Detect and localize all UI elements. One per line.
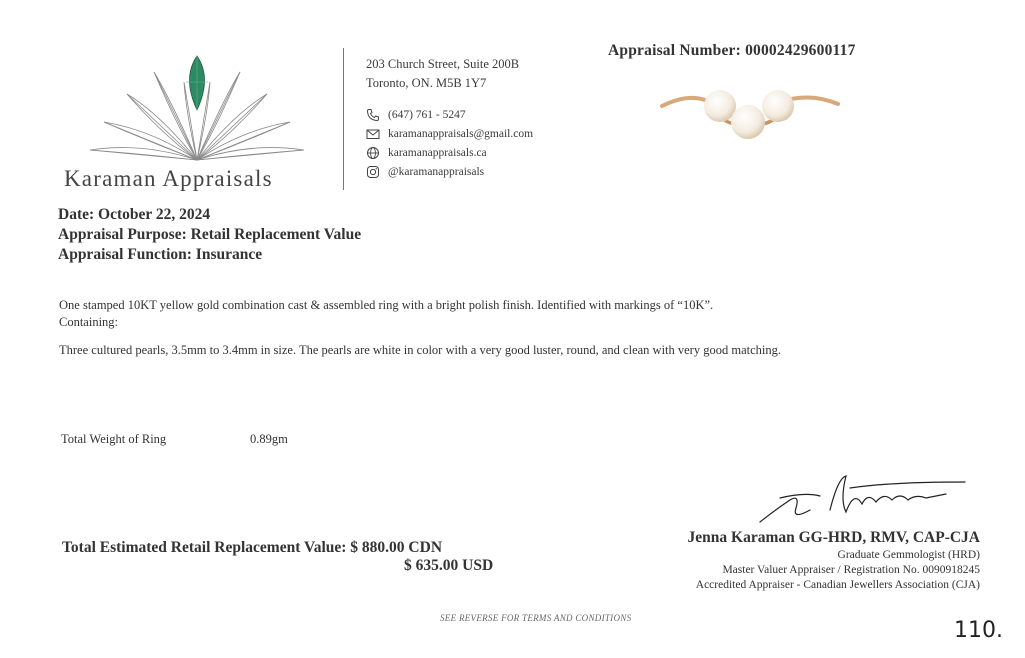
appraiser-title-2: Master Valuer Appraiser / Registration No. 0090918245: [722, 564, 980, 576]
globe-icon: [366, 146, 380, 160]
weight-value: 0.89gm: [250, 432, 288, 446]
email-address[interactable]: karamanappraisals@gmail.com: [388, 127, 534, 140]
page-number: 110.: [954, 618, 1003, 643]
instagram-row: [366, 162, 533, 181]
email-row: [366, 124, 533, 143]
brand-logo: [62, 42, 332, 192]
brand-name: Karaman Appraisals: [64, 166, 273, 191]
phone-number[interactable]: (647) 761 - 5247: [388, 108, 466, 121]
phone-icon: [366, 108, 380, 122]
appraisal-date: Date: October 22, 2024: [58, 206, 211, 223]
total-value-usd: $ 635.00 USD: [404, 557, 494, 574]
terms-notice: SEE REVERSE FOR TERMS AND CONDITIONS: [440, 613, 632, 623]
pearl-description: Three cultured pearls, 3.5mm to 3.4mm in size. The pearls are white in color with a very good luster, round, and clean with very good matching.: [59, 343, 781, 357]
appraiser-title-1: Graduate Gemmologist (HRD): [837, 549, 980, 561]
envelope-icon: [366, 127, 380, 141]
address-line-1: 203 Church Street, Suite 200B: [366, 57, 520, 71]
ring-photo: [650, 78, 845, 158]
website-link[interactable]: karamanappraisals.ca: [388, 146, 487, 159]
address-line-2: Toronto, ON. M5B 1Y7: [366, 76, 487, 90]
appraiser-name: Jenna Karaman GG-HRD, RMV, CAP-CJA: [687, 529, 980, 546]
appraisal-purpose: Appraisal Purpose: Retail Replacement Value: [58, 226, 362, 243]
appraisal-function: Appraisal Function: Insurance: [58, 246, 263, 263]
instagram-handle[interactable]: @karamanappraisals: [388, 165, 485, 178]
header-divider: [343, 48, 344, 190]
item-description: [59, 297, 713, 331]
total-value-cdn: Total Estimated Retail Replacement Value: $ 880.00 CDN: [62, 539, 443, 556]
appraisal-header: [58, 205, 361, 265]
appraiser-title-3: Accredited Appraiser - Canadian Jewellers Association (CJA): [695, 579, 980, 591]
leaf-fan-emerald-logo-icon: [82, 42, 312, 164]
description-line-1: One stamped 10KT yellow gold combination cast & assembled ring with a bright polish finish. Identified with markings of “10K”.: [59, 298, 714, 312]
appraisal-number: Appraisal Number: 00002429600117: [608, 42, 856, 59]
appraiser-block: [688, 528, 980, 593]
phone-row: [366, 105, 533, 124]
instagram-icon: [366, 165, 380, 179]
description-line-2: Containing:: [59, 315, 119, 329]
website-row: [366, 143, 533, 162]
signature-image: [750, 470, 975, 530]
weight-label: Total Weight of Ring: [61, 432, 167, 446]
contact-block: [366, 55, 533, 181]
